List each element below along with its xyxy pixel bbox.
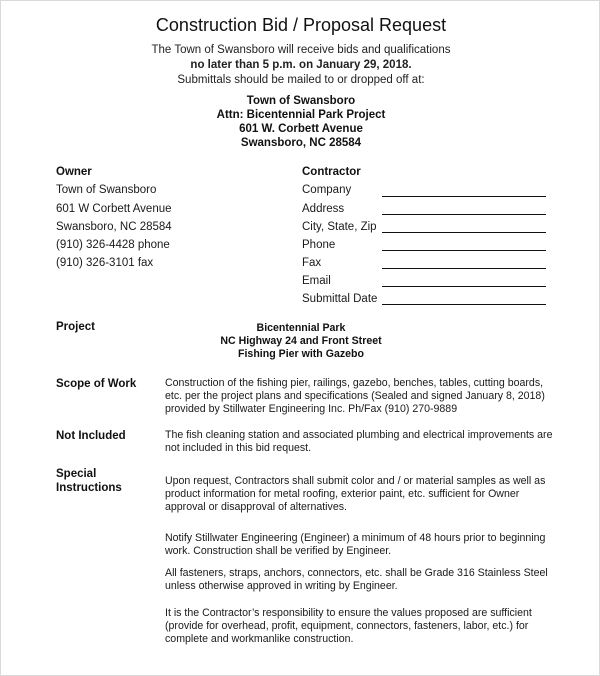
mailing-address-line-1: Town of Swansboro bbox=[246, 95, 356, 107]
owner-line: (910) 326-4428 phone bbox=[56, 239, 170, 251]
special-instructions-heading-line-2: Instructions bbox=[56, 482, 122, 494]
email-field[interactable] bbox=[382, 286, 546, 287]
fax-field[interactable] bbox=[382, 268, 546, 269]
special-instructions-heading-line-1: Special bbox=[56, 468, 97, 480]
city-state-zip-label: City, State, Zip bbox=[302, 221, 377, 233]
phone-label: Phone bbox=[302, 239, 336, 251]
owner-line: Town of Swansboro bbox=[56, 184, 157, 196]
phone-field[interactable] bbox=[382, 250, 546, 251]
project-heading: Project bbox=[56, 321, 95, 333]
not-included-heading: Not Included bbox=[56, 430, 126, 442]
city-state-zip-field[interactable] bbox=[382, 232, 546, 233]
special-instruction-paragraph: All fasteners, straps, anchors, connectors, etc. shall be Grade 316 Stainless Steel unless otherwise approved in writing by Engineer. bbox=[165, 567, 548, 592]
intro-line-1: The Town of Swansboro will receive bids and qualifications bbox=[151, 44, 451, 56]
owner-heading: Owner bbox=[56, 166, 92, 178]
company-field[interactable] bbox=[382, 196, 546, 197]
address-label: Address bbox=[302, 203, 345, 215]
submittal-date-field[interactable] bbox=[382, 304, 546, 305]
not-included-text: The fish cleaning station and associated plumbing and electrical improvements are not included in this bid request. bbox=[165, 429, 553, 454]
company-label: Company bbox=[302, 184, 352, 196]
scope-of-work-heading: Scope of Work bbox=[56, 378, 137, 390]
address-field[interactable] bbox=[382, 214, 546, 215]
fax-label: Fax bbox=[302, 257, 322, 269]
mailing-address-line-2: Attn: Bicentennial Park Project bbox=[216, 109, 386, 121]
mailing-address-line-3: 601 W. Corbett Avenue bbox=[239, 123, 363, 135]
intro-line-3: Submittals should be mailed to or dropped off at: bbox=[177, 74, 425, 86]
submittal-date-label: Submittal Date bbox=[302, 293, 378, 305]
email-label: Email bbox=[302, 275, 331, 287]
project-location: NC Highway 24 and Front Street bbox=[220, 335, 382, 347]
owner-line: 601 W Corbett Avenue bbox=[56, 203, 172, 215]
deadline-line: no later than 5 p.m. on January 29, 2018. bbox=[190, 59, 412, 71]
special-instruction-paragraph: Notify Stillwater Engineering (Engineer) a minimum of 48 hours prior to beginning work. Construction shall be verified by Engineer. bbox=[165, 532, 546, 557]
special-instruction-paragraph: It is the Contractor’s responsibility to ensure the values proposed are sufficient (provide for overhead, profit, equipment, connectors, fasteners, labor, etc.) for complete and workmanlike construction. bbox=[165, 607, 532, 645]
project-name: Bicentennial Park bbox=[256, 322, 346, 334]
contractor-heading: Contractor bbox=[302, 166, 361, 178]
document-title: Construction Bid / Proposal Request bbox=[155, 15, 447, 35]
special-instruction-paragraph: Upon request, Contractors shall submit color and / or material samples as well as product information for metal roofing, exterior paint, etc. sufficient for Owner approval or disapproval of alternatives. bbox=[165, 475, 546, 513]
owner-line: (910) 326-3101 fax bbox=[56, 257, 154, 269]
owner-line: Swansboro, NC 28584 bbox=[56, 221, 172, 233]
scope-of-work-text: Construction of the fishing pier, railings, gazebo, benches, tables, cutting boards, etc. per the project plans and specifications (Sealed and signed January 8, 2018) provided by Stillwater Engineering Inc. Ph/Fax (910) 270-9889 bbox=[165, 377, 545, 415]
mailing-address-line-4: Swansboro, NC 28584 bbox=[240, 137, 362, 149]
project-description: Fishing Pier with Gazebo bbox=[238, 348, 364, 360]
